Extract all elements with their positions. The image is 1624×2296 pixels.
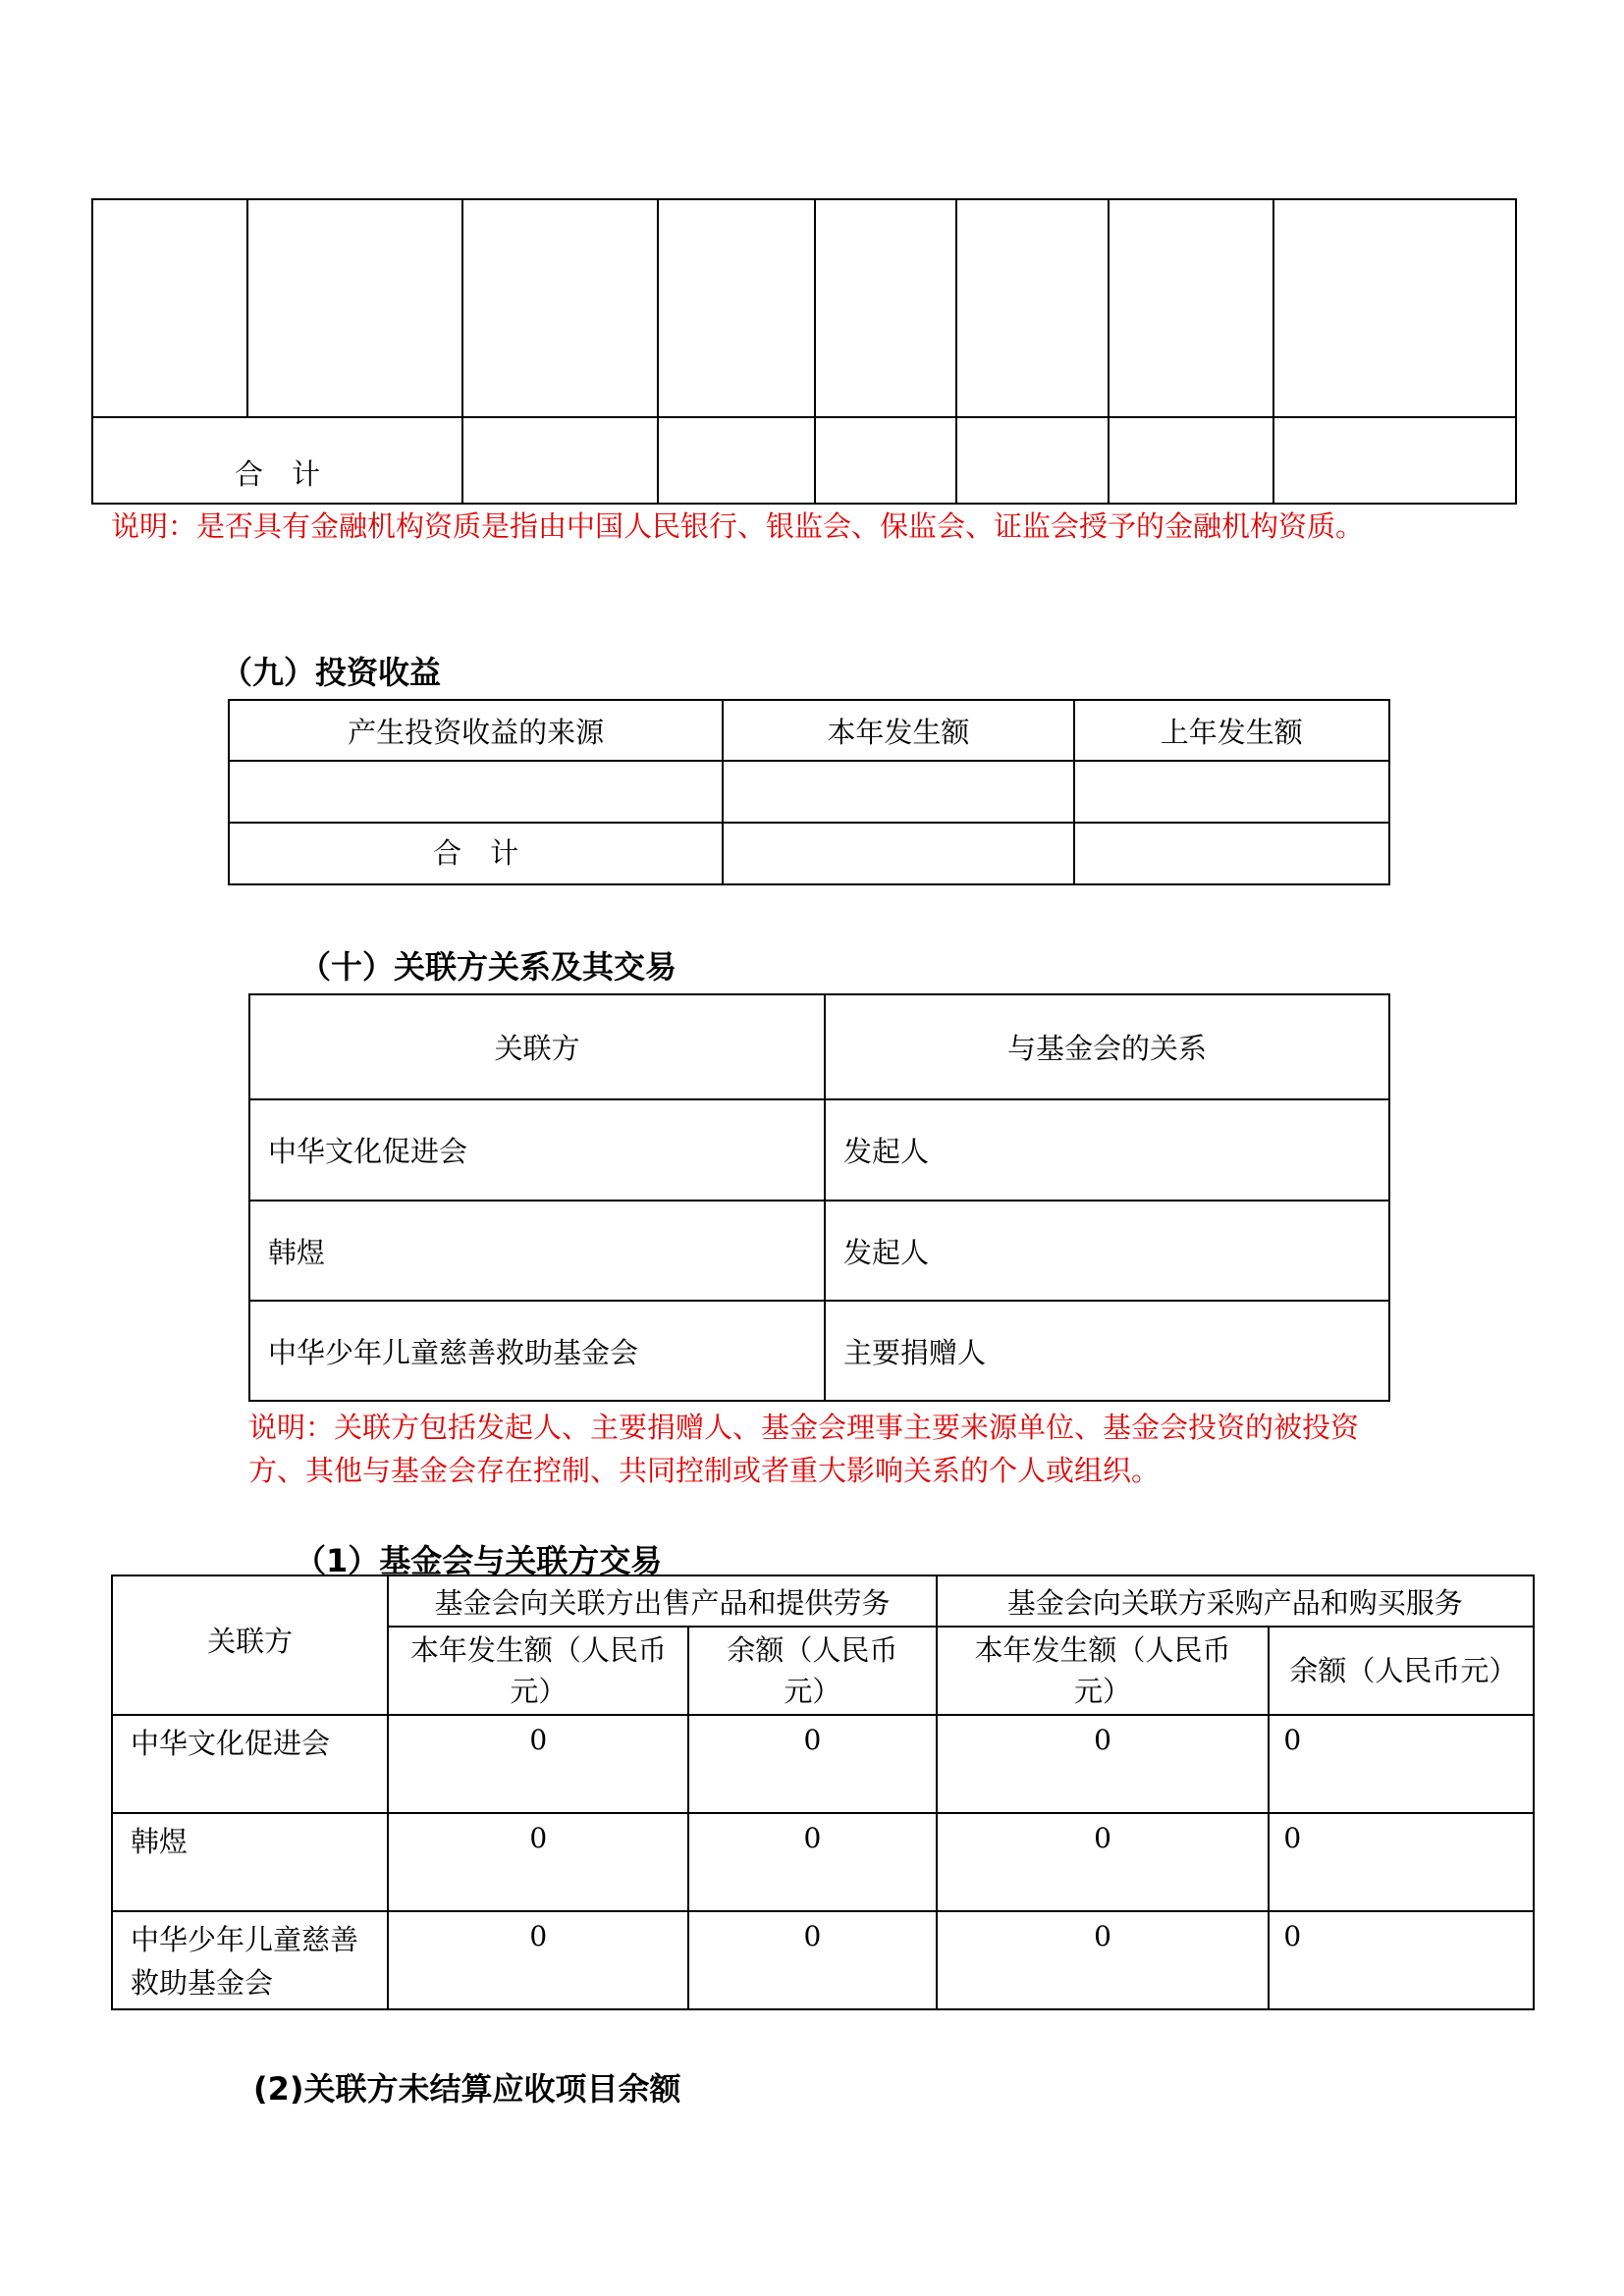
transaction-value: 0 — [1269, 1813, 1534, 1911]
header-related-party: 关联方 — [249, 994, 825, 1099]
transaction-party: 韩煜 — [112, 1813, 388, 1911]
table-cell — [1273, 417, 1516, 504]
table-cell — [1074, 761, 1389, 823]
transaction-value: 0 — [1269, 1911, 1534, 2009]
header-group-sell: 基金会向关联方出售产品和提供劳务 — [388, 1575, 936, 1627]
table-cell — [658, 199, 815, 417]
transaction-value: 0 — [688, 1911, 936, 2009]
table-cell — [92, 199, 247, 417]
total-label: 合 计 — [92, 417, 462, 504]
table-cell — [723, 823, 1073, 884]
table-cell — [1109, 417, 1273, 504]
table-cell — [956, 417, 1108, 504]
header-group-buy: 基金会向关联方采购产品和购买服务 — [937, 1575, 1534, 1627]
transaction-value: 0 — [937, 1715, 1270, 1813]
header-buy-amount: 本年发生额（人民币元） — [937, 1627, 1270, 1715]
header-party: 关联方 — [112, 1575, 388, 1715]
transaction-value: 0 — [688, 1715, 936, 1813]
table-cell — [815, 417, 956, 504]
header-source: 产生投资收益的来源 — [229, 700, 723, 761]
total-label: 合 计 — [229, 823, 723, 884]
header-sell-balance: 余额（人民币元） — [688, 1627, 936, 1715]
note-financial-qualification: 说明：是否具有金融机构资质是指由中国人民银行、银监会、保监会、证监会授予的金融机构资质。 — [111, 509, 1365, 543]
table-cell — [1109, 199, 1273, 417]
table-cell — [723, 761, 1073, 823]
related-parties-table — [248, 993, 1390, 1402]
related-party-relation: 主要捐赠人 — [825, 1301, 1389, 1401]
table-cell — [1273, 199, 1516, 417]
transaction-value: 0 — [388, 1813, 688, 1911]
transaction-value: 0 — [388, 1911, 688, 2009]
related-party-name: 韩煜 — [249, 1201, 825, 1301]
table-cell — [462, 199, 658, 417]
table-cell — [1074, 823, 1389, 884]
header-relation: 与基金会的关系 — [825, 994, 1389, 1099]
related-party-transactions-table — [111, 1575, 1535, 2010]
related-party-relation: 发起人 — [825, 1201, 1389, 1301]
note-related-parties: 说明：关联方包括发起人、主要捐赠人、基金会理事主要来源单位、基金会投资的被投资方、其他与基金会存在控制、共同控制或者重大影响关系的个人或组织。 — [248, 1411, 1360, 1487]
subsection-title-receivables: (2)关联方未结算应收项目余额 — [253, 2070, 681, 2108]
investment-income-table — [228, 699, 1390, 885]
table-cell — [247, 199, 462, 417]
header-current-year: 本年发生额 — [723, 700, 1073, 761]
transaction-party: 中华少年儿童慈善救助基金会 — [112, 1911, 388, 2009]
table-cell — [462, 417, 658, 504]
table-cell — [815, 199, 956, 417]
table-cell — [229, 761, 723, 823]
transaction-value: 0 — [937, 1911, 1270, 2009]
header-previous-year: 上年发生额 — [1074, 700, 1389, 761]
transaction-value: 0 — [388, 1715, 688, 1813]
transaction-party: 中华文化促进会 — [112, 1715, 388, 1813]
financial-institution-table — [91, 198, 1517, 505]
section-title-investment-income: （九）投资收益 — [221, 654, 442, 691]
transaction-value: 0 — [688, 1813, 936, 1911]
header-sell-amount: 本年发生额（人民币元） — [388, 1627, 688, 1715]
related-party-relation: 发起人 — [825, 1099, 1389, 1201]
subsection-title-transactions: （1）基金会与关联方交易 — [295, 1542, 663, 1579]
transaction-value: 0 — [937, 1813, 1270, 1911]
related-party-name: 中华文化促进会 — [249, 1099, 825, 1201]
header-buy-balance: 余额（人民币元） — [1269, 1627, 1534, 1715]
section-title-related-parties: （十）关联方关系及其交易 — [299, 948, 677, 986]
transaction-value: 0 — [1269, 1715, 1534, 1813]
table-cell — [956, 199, 1108, 417]
table-cell — [658, 417, 815, 504]
related-party-name: 中华少年儿童慈善救助基金会 — [249, 1301, 825, 1401]
